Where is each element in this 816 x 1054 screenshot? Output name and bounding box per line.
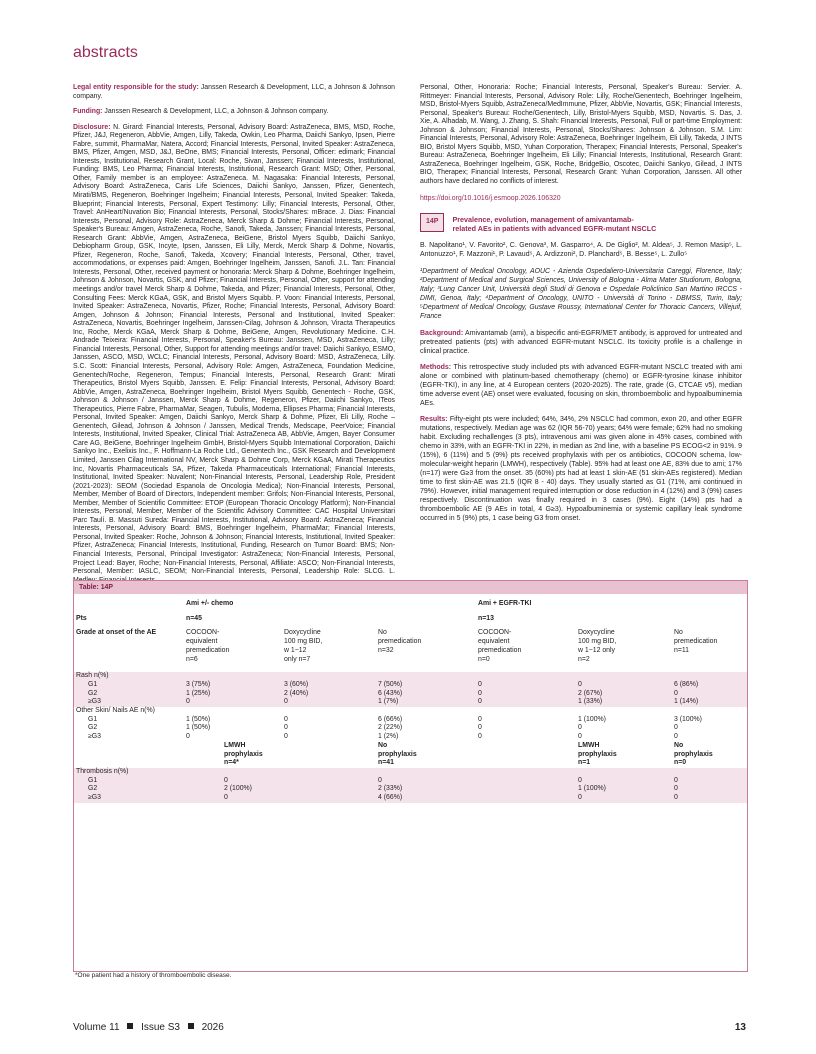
column-header-row [74, 629, 747, 664]
results-paragraph [420, 415, 742, 523]
lmwh-col: LMWH prophylaxis n=1 [578, 741, 617, 767]
abstract-title-line-2: related AEs in patients with advanced EGFR-mutant NSCLC [452, 224, 657, 234]
abstract-title-line-1: Prevalence, evolution, management of amivantamab- [452, 215, 634, 225]
methods-paragraph [420, 363, 742, 408]
background-paragraph [420, 329, 742, 356]
pts-label: Pts [76, 614, 87, 622]
group2-label: Ami + EGFR-TKI [478, 600, 532, 607]
page-footer [73, 1022, 746, 1033]
section-header: abstracts [73, 44, 138, 61]
right-column [420, 84, 742, 530]
table-title: Table: 14P [74, 581, 747, 594]
abstract-title [452, 215, 656, 233]
lmwh-col: No prophylaxis n=0 [674, 741, 713, 767]
disclosure-label: Disclosure: [73, 123, 111, 131]
table-row: G2 1 (50%) 0 2 (22%) 0 0 0 [88, 724, 678, 732]
table-row: G2 2 (100%) 2 (33%) 1 (100%) 0 [74, 785, 747, 794]
separator-icon [127, 1023, 133, 1029]
table-footnote: *One patient had a history of thromboembolic disease. [75, 972, 232, 979]
doi-link[interactable]: https://doi.org/10.1016/j.esmoop.2026.106320 [420, 194, 561, 202]
col-header: No premedication n=11 [674, 629, 718, 654]
background-label: Background: [420, 330, 464, 338]
skin-label: Other Skin/ Nails AE n(%) [76, 707, 155, 715]
volume: Volume 11 [73, 1022, 120, 1033]
disclosure [73, 124, 395, 586]
rash-section-row [74, 672, 747, 681]
abstract-title-block [420, 213, 742, 233]
abstract-number-badge: 14P [420, 213, 444, 232]
affiliations: ¹Department of Medical Oncology, AOUC - Azienda Ospedaliero-Universitaria Careggi, Florence, Italy; ²Department of Medical and Surgical Sciences, University of Bologna - Alma Mater Studiorum, Bologna, Italy; ³Lung Cancer Unit, Università degli Studi di Genova e Ospedale Policlinico San Martino IRCCS - DIMI, Genoa, Italy; ⁴Department of Oncology, UNITO - Università di Torino - DBMSS, Turin, Italy; ⁵Department of Medical Oncology, Gustave Roussy, International Center for Thoracic Cancers, Villejuif, France [420, 268, 742, 321]
group1-n: n=45 [186, 614, 202, 622]
separator-icon [188, 1023, 194, 1029]
table-row: ≥G3 0 0 1 (7%) 0 1 (33%) 1 (14%) [74, 698, 747, 707]
skin-section-row [74, 707, 747, 716]
left-column [73, 84, 395, 592]
thrombosis-label: Thrombosis n(%) [76, 767, 129, 775]
issue: Issue S3 [141, 1022, 180, 1033]
group-header-row [74, 600, 747, 609]
col-header: Doxycycline 100 mg BID, w 1−12 only n=2 [578, 629, 617, 663]
page-number: 13 [734, 1022, 746, 1033]
methods-label: Methods: [420, 364, 452, 372]
table-row: G1 0 0 0 0 [74, 777, 747, 786]
group1-label: Ami +/- chemo [186, 600, 234, 607]
col-header: No premedication n=32 [378, 629, 422, 654]
lmwh-col: No prophylaxis n=41 [378, 741, 417, 767]
disclosure-continuation: Personal, Other, Honoraria: Roche; Financial Interests, Personal, Speaker's Bureau: Servier. A. Rittmeyer: Financial Interests, Personal, Advisory Role: Lilly, Roche/Genentech, Boehringer Ingelheim, MSD, Bristol-Myers Squibb, AstraZeneca/MedImmune, Pfizer, AbbVie, Novartis, GSK; Financial Interests, Personal, Speaker's Bureau: Roche/Genentech, Lilly, Bristol-Myers Squibb, MSD, Novartis. S. Das, J. Xie, A. Alhadab, M. Wang, J. Zhang, S. Shah: Financial Interests, Personal, Full or part-time Employment: Johnson & Johnson; Financial Interests, Personal, Stocks/Shares: Johnson & Johnson. S.M. Lim: Financial Interests, Personal, Advisory Role: AstraZeneca, Boehringer Ingelheim, Eli Lilly, Takeda, J INTS BIO, Bristol Myers Squibb, MSD, Yuhan Corporation, Therapex; Financial Interests, Personal, Speaker's Bureau: AstraZeneca, Boehringer Ingelheim, Eli Lilly; Financial Interests, Institutional, Research Grant: AstraZeneca, Boehringer Ingelheim, GSK, Roche, BridgeBio, Oscotec, Daiichi Sankyo, Gilead, J INTS BIO, Therapex; Financial Interests, Personal, Research Grant: Yuhan Corporation, Janssen. All other authors have declared no conflicts of interest. [420, 84, 742, 186]
lmwh-header-row [74, 742, 747, 768]
col-header: COCOON- equivalent premedication n=6 [186, 629, 230, 663]
legal-entity [73, 84, 395, 101]
thrombosis-section-row [74, 768, 747, 777]
funding-label: Funding: [73, 108, 103, 116]
grade-label: Grade at onset of the AE [76, 629, 157, 637]
col-header: Doxycycline 100 mg BID, w 1−12 only n=7 [284, 629, 323, 663]
results-table [73, 580, 748, 972]
results-label: Results: [420, 416, 448, 424]
table-row: ≥G3 0 4 (66%) 0 0 [74, 794, 747, 803]
table-row: G1 1 (50%) 0 6 (66%) 0 1 (100%) 3 (100%) [88, 715, 702, 723]
legal-label: Legal entity responsible for the study: [73, 84, 199, 91]
table-grid [74, 594, 747, 803]
funding [73, 108, 395, 117]
year: 2026 [201, 1022, 224, 1033]
table-row: G1 3 (75%) 3 (60%) 7 (50%) 0 0 6 (86%) [74, 681, 747, 690]
legal-text: Janssen Research & Development, LLC, a Johnson & Johnson company. [73, 84, 396, 100]
methods-text: This retrospective study included pts with advanced EGFR-mutant NSCLC treated with ami alone or combined with platinum-based chemotherapy (chemo) or EGFR-tyrosine kinase inhibitor (EGFR-TKI), in any line, at 4 European centers (2020-2025). The rate, grade (G, CTCAE v5), median time adverse event (AE) onset were evaluated, focusing on skin, thromboembolic and hypoalbuminemia AEs. [420, 364, 742, 408]
author-list: B. Napolitano¹, V. Favorito², C. Genova³, M. Gasparro⁴, A. De Giglio², M. Aldea⁵, J. Remon Masip⁵, L. Antonuzzo¹, F. Mazzoni¹, P. Lavaud⁵, A. Ardizzoni², D. Planchard⁵, B. Besse⁵, L. Zullo⁵ [420, 242, 742, 259]
results-text: Fifty-eight pts were included; 64%, 34%, 2% NSCLC had common, exon 20, and other EGFR mutations, respectively. Median age was 62 (IQR 56-70) years; 64% were female; 62% had no smoking habit. Excluding rechallenges (3 pts), intravenous ami was given alone in 45% cases, combined with chemo in 33%, with an EGFR-TKI in 22%, in median as 2nd line, with a baseline PS ECOG<2 in 91%. 9 (15%), 6 (11%) and 5 (9%) pts received prophylaxis with per os antibiotics, COCOON schema, low-molecular-weight heparin (LMWH), respectively (Table). 95% had at least one AE, 83% due to ami; 17% (n=17) were G≥3 from the onset. 35 (60%) pts had at least 1 skin-AE (51 skin-AEs registered). Median time to first skin-AE was 21.5 (IQR 8 - 40) days. They usually started as G1 (71%, ami continued in 79%). However, initial management required interruption or dose reduction in 4 (12%) and 3 (9%) cases respectively. Discontinuation was finally required in 3 cases (9%). Eight (14%) pts had a thromboembolic AE (9 AEs in total, 4 G≥3). Hypoalbuminemia or systemic capillary leak syndrome occurred in 5 (9%) pts, 1 case being G3 from onset. [420, 416, 742, 523]
background-text: Amivantamab (ami), a bispecific anti-EGFR/MET antibody, is approved for untreated and pretreated patients (pts) with advanced EGFR-mutant NSCLC. Its toxicity profile is a challenge in clinical practice. [420, 330, 742, 356]
rash-label: Rash n(%) [76, 672, 109, 680]
pts-row [74, 615, 747, 624]
funding-text: Janssen Research & Development, LLC, a Johnson & Johnson company. [104, 108, 329, 116]
disclosure-text: N. Girard: Financial Interests, Personal, Advisory Board: AstraZeneca, BMS, MSD, Roche, Pfizer, J&J, Regeneron, AbbVie, Amgen, Lilly, Takeda, Owkin, Leo Pharma, Daiichi Sankyo, Ipsen, Pierre Fabre, summit, PharmaMar, Natera, Accord; Financial Interests, Personal, Invited Speaker: AstraZeneca, BMS, Pfizer, Amgen, MSD, J&J, BeOne, BMS; Financial Interests, Personal, Officer: edimark; Financial Interests, Institutional, Research Grant, Local: Roche, Sivan, Janssen; Financial Interests, Institutional, Funding: BMS, Leo Pharma; Financial Interests, Institutional, Research Grant: MSD; Other, Personal, Other, Family member is an employee: AstraZeneca. M. Nagasaka: Financial Interests, Personal, Advisory Board: AstraZeneca, Caris Life Sciences, Daiichi Sankyo, Janssen, Pfizer, Genentech, Mirati/BMS, Regeneron, Boehringer Ingelheim; Financial Interests, Personal, Invited Speaker: Takeda, Blueprint; Financial Interests, Personal, Expert Testimony: Lilly; Financial Interests, Personal, Other, Travel: AnHeart/Nuvation Bio; Financial Interests, Personal, Stocks/Shares: mBrace. J. Dias: Financial Interests, Personal, Advisory Role: AstraZeneca, Merck Sharp & Dohme; Financial Interests, Personal, Speaker's Bureau: Amgen, AstraZeneca, Roche, Sanofi, Takeda, Janssen; Financial Interests, Personal, Research Grant: AbbVie, Amgen, AstraZeneca, BeiGene, Bristol Myers Squibb, Daiichi Sankyo, Debiopharm Group, GSK, Incyte, Ipsen, Janssen, Eli Lilly, Merck, Merck Sharp & Dohme, Novartis, Pfizer, Regeneron, Roche, Sanofi, Takeda, Xcovery; Financial Interests, Personal, Other, travel, accommodations, or expenses paid: Amgen, Boehringer Ingelheim, Janssen, Sanofi. J.L. Tan: Financial Interests, Personal, Other, received payment or honoraria: Merck Sharp & Dohme, Boehringer Ingelheim, Johnson & Johnson, Novartis, GSK, and Pfizer; Financial Interests, Personal, Other, support for attending meetings and/or travel Merck Sharp & Dohme, Takeda, and Pfizer; Financial Interests, Personal, Other, Consulting Fees: Merck KGaA, GSK, and Bristol Myers Squibb. P. Voon: Financial Interests, Personal, Invited Speaker: AstraZeneca, Novartis, Pfizer, Roche; Financial Interests, Personal, Advisory Board: Amgen, Johnson & Johnson; Financial Interests, Personal and Institutional, Invited Speaker: AstraZeneca, Novartis, Boehringer Ingelheim, Janssen-Cilag, Johnson & Johnson, Viracta Therapeutics Inc, Roche, Merck KGaA, Merck Sharp & Dohme, BeiGene, Amgen, Revolutionary Medicine. C.H. Andrade Teixeira: Financial Interests, Personal, Speaker's Bureau: Janssen, MSD, AstraZeneca, Lilly; Financial Interests, Personal, Other, Support for attending meetings and/or travel: Daiichi Sankyo, ESMO, Janssen, ASCO, MSD, WCLC; Financial Interests, Personal, Advisory Board: MSD, AstraZeneca, Lilly. S.C. Scott: Financial Interests, Personal, Advisory Role: Amgen, AstraZeneca, Foundation Medicine, Genentech/Roche, Regeneron, Tempus; Financial Interests, Personal, Research Grant: Mirati Therapeutics, Bristol Myers Squibb, Janssen. E. Felip: Financial Interests, Personal, Advisory Board: AbbVie, Amgen, AstraZeneca, Boehringer Ingelheim, Bristol Myers Squibb, Genentech - Roche, GSK, Johnson & Johnson / Janssen, Merck Sharp & Dohme, Regeneron, Pfizer, Daiichi Sankyo, ITeos Therapeutics, Pierre Fabre, PharmaMar, Seagen, Tubulis, Moderna, Ellipses Pharma; Financial Interests, Personal, Invited Speaker: Amgen, Daiichi Sankyo, Merck Sharp & Dohme, Pfizer, Eli Lilly, Roche – Genentech, Gilead, Johnson & Johnson / Janssen, Medical Trends, Medscape, PeerVoice; Financial Interests, Institutional, Invited Speaker, Clinical Trial: AstraZeneca AB, AbbVie, Amgen, Bayer Consumer Care AG, BeiGene, Boehringer Ingelheim GmbH, Bristol-Myers Squibb International Corporation, Daiichi Sankyo Inc., Exelixis Inc., F. Hoffmann-La Roche Ltd., Genentech Inc., GSK Research and Development Limited, Janssen Cilag International NV, Merck Sharp & Dohme Corp, Merck KGaA, Mirati Therapeutics Inc, Novartis Pharmaceuticals SA, Pfizer, Takeda Pharmaceuticals International; Financial Interests, Institutional, Invited Speaker: Nuvalent; Non-Financial Interests, Personal, Leadership Role, President (2021-2023): SEOM (Sociedad Espanola de Oncologia Medica); Non-Financial Interests, Personal, Member, Member of Board of Directors, Independent member: Grifols; Non-Financial Interests, Personal, Member, Member of Scientific Committee: ETOP (European Thoracic Oncology Platform); Non-Financial Interests, Personal, Member, Member of the Scientific Advisory Committee: CAC Hospital Universitari Parc Taulí. B. Massuti Sureda: Financial Interests, Institutional, Advisory Board: AstraZeneca; Financial Interests, Personal, Advisory Board: BMS, Boehringer Ingelheim, PharmaMar; Financial Interests, Personal, Invited Speaker: Roche, Johnson & Johnson; Financial Interests, Institutional, Invited Speaker: Pfizer, AstraZeneca; Financial Interests, Institutional, Funding, Research on Tumor Board: BMS; Non-Financial Interests, Personal, Principal Investigator: AstraZeneca; Non-Financial Interests, Personal, Project Lead: Bayer, Roche; Non-Financial Interests, Personal, Affiliate: ASCO; Non-Financial Interests, Personal, Member: IASLC, SEOM; Non-Financial Interests, Personal, Leadership Role: SLCG. L. [73, 123, 395, 576]
group2-n: n=13 [478, 614, 494, 622]
table-row: ≥G3 0 0 1 (2%) 0 0 0 [88, 733, 678, 741]
lmwh-col: LMWH prophylaxis n=4* [224, 741, 263, 767]
col-header: COCOON- equivalent premedication n=0 [478, 629, 522, 663]
table-row: G2 1 (25%) 2 (40%) 6 (43%) 0 2 (67%) 0 [74, 690, 747, 699]
